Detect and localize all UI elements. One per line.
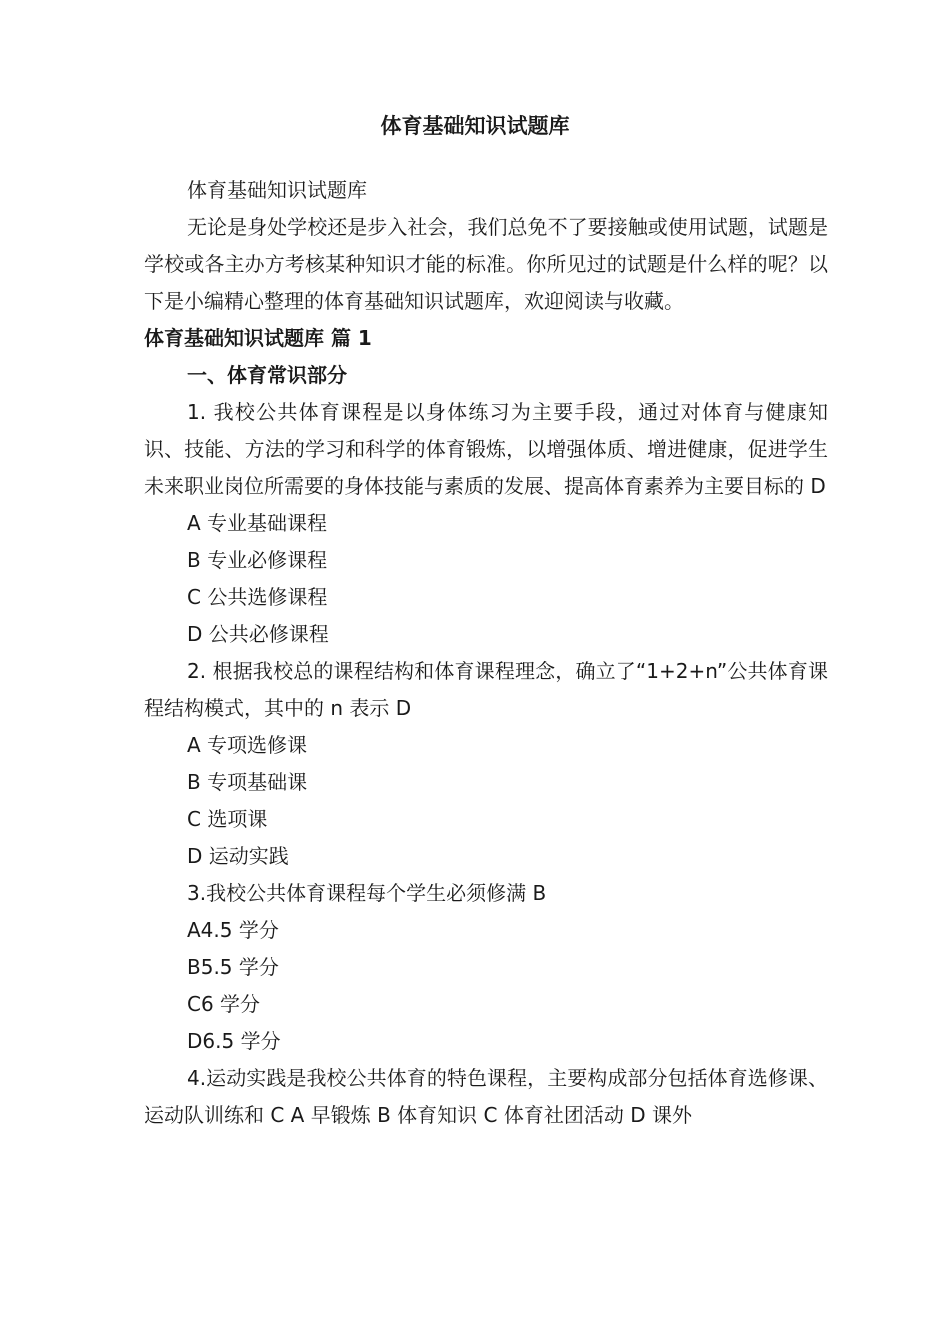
- paragraph: 1. 我校公共体育课程是以身体练习为主要手段，通过对体育与健康知识、技能、方法的学习和科学的体育锻炼，以增强体质、增进健康，促进学生未来职业岗位所需要的身体技能与素质的发展、提高体育素养为主要目标的 D: [144, 400, 828, 498]
- paragraph: C 选项课: [187, 807, 268, 831]
- paragraph: C 公共选修课程: [187, 585, 328, 609]
- document-title: 体育基础知识试题库: [380, 114, 570, 138]
- paragraph: 3.我校公共体育课程每个学生必须修满 B: [187, 881, 547, 905]
- paragraph: B5.5 学分: [187, 955, 279, 979]
- document-body: [144, 172, 828, 1134]
- paragraph: 体育基础知识试题库: [187, 178, 367, 202]
- section-heading: 体育基础知识试题库 篇 1: [144, 326, 372, 350]
- paragraph: A 专业基础课程: [187, 511, 328, 535]
- paragraph: B 专业必修课程: [187, 548, 328, 572]
- paragraph: 无论是身处学校还是步入社会，我们总免不了要接触或使用试题，试题是学校或各主办方考核某种知识才能的标准。你所见过的试题是什么样的呢？以下是小编精心整理的体育基础知识试题库，欢迎阅读与收藏。: [144, 215, 828, 313]
- paragraph: B 专项基础课: [187, 770, 308, 794]
- paragraph: 4.运动实践是我校公共体育的特色课程，主要构成部分包括体育选修课、运动队训练和 C A 早锻炼 B 体育知识 C 体育社团活动 D 课外: [144, 1066, 828, 1127]
- paragraph: D 公共必修课程: [187, 622, 329, 646]
- section-heading: 一、体育常识部分: [187, 363, 347, 387]
- paragraph: A 专项选修课: [187, 733, 308, 757]
- paragraph: 2. 根据我校总的课程结构和体育课程理念，确立了“1+2+n”公共体育课程结构模式，其中的 n 表示 D: [144, 659, 828, 720]
- paragraph: D6.5 学分: [187, 1029, 281, 1053]
- paragraph: C6 学分: [187, 992, 261, 1016]
- paragraph: D 运动实践: [187, 844, 289, 868]
- paragraph: A4.5 学分: [187, 918, 279, 942]
